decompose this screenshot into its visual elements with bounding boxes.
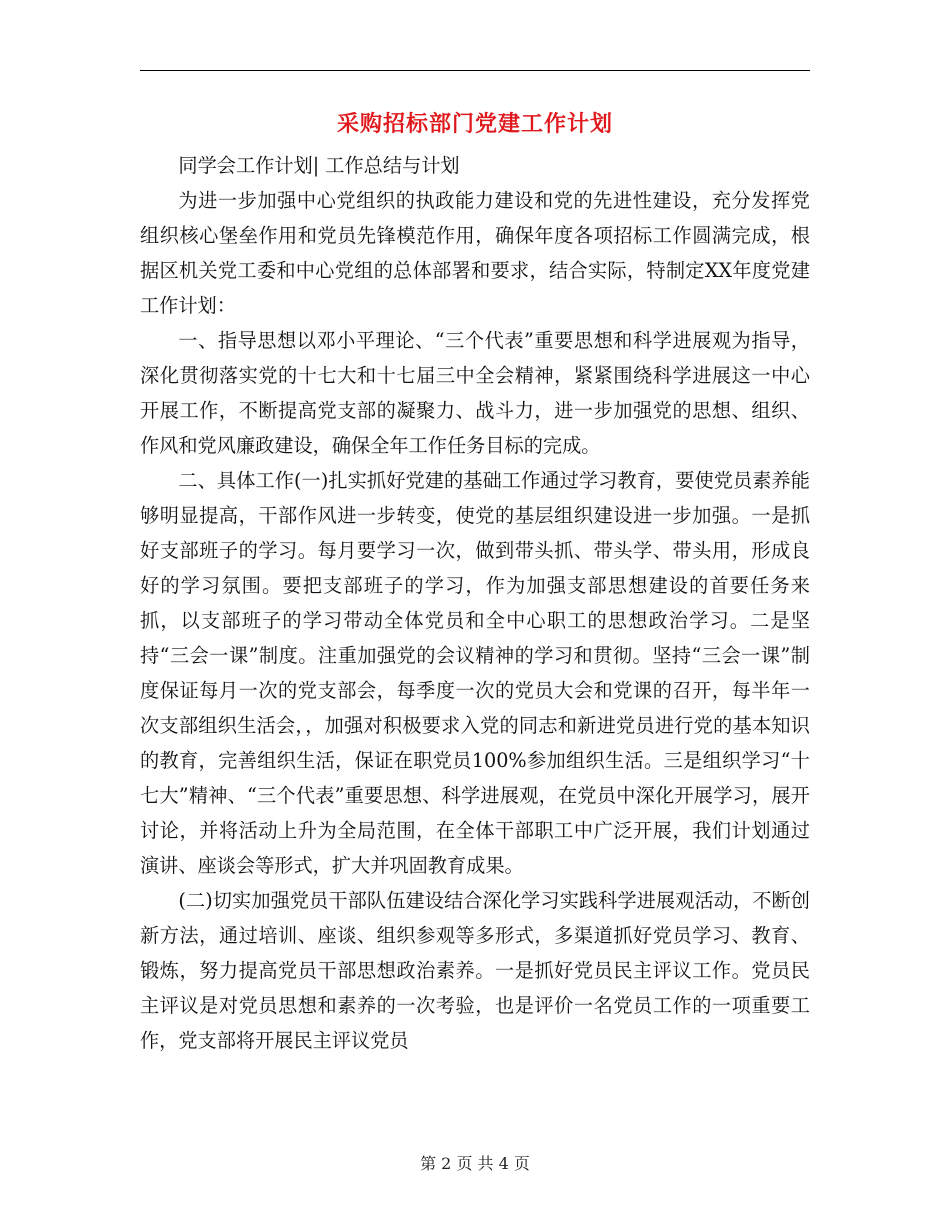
paragraph-intro: 为进一步加强中心党组织的执政能力建设和党的先进性建设，充分发挥党组织核心堡垒作用和党员先锋模范作用，确保年度各项招标工作圆满完成，根据区机关党工委和中心党组的总体部署和要求，结合实际，特制定XX年度党建工作计划：	[140, 189, 810, 317]
document-subtitle: 同学会工作计划| 工作总结与计划	[178, 154, 460, 177]
document-body	[140, 148, 810, 1058]
header-rule	[140, 70, 810, 71]
document-title: 采购招标部门党建工作计划	[336, 111, 613, 137]
paragraph-specific-work: 二、具体工作(一)扎实抓好党建的基础工作通过学习教育，要使党员素养能够明显提高，干部作风进一步转变，使党的基层组织建设进一步加强。一是抓好支部班子的学习。每月要学习一次，做到带头抓、带头学、带头用，形成良好的学习氛围。要把支部班子的学习，作为加强支部思想建设的首要任务来抓，以支部班子的学习带动全体党员和全中心职工的思想政治学习。二是坚持“三会一课”制度。注重加强党的会议精神的学习和贯彻。坚持“三会一课”制度保证每月一次的党支部会，每季度一次的党员大会和党课的召开，每半年一次支部组织生活会，，加强对积极要求入党的同志和新进党员进行党的基本知识的教育，完善组织生活，保证在职党员100%参加组织生活。三是组织学习“十七大”精神、“三个代表”重要思想、科学进展观，在党员中深化开展学习，展开讨论，并将活动上升为全局范围，在全体干部职工中广泛开展，我们计划通过演讲、座谈会等形式，扩大并巩固教育成果。	[140, 469, 810, 877]
paragraph-guiding-ideology: 一、指导思想以邓小平理论、“三个代表”重要思想和科学进展观为指导，深化贯彻落实党的十七大和十七届三中全会精神，紧紧围绕科学进展这一中心开展工作，不断提高党支部的凝聚力、战斗力，进一步加强党的思想、组织、作风和党风廉政建设，确保全年工作任务目标的完成。	[140, 329, 810, 457]
paragraph-team-building: (二)切实加强党员干部队伍建设结合深化学习实践科学进展观活动，不断创新方法，通过培训、座谈、组织参观等多形式，多渠道抓好党员学习、教育、锻炼，努力提高党员干部思想政治素养。一是抓好党员民主评议工作。党员民主评议是对党员思想和素养的一次考验，也是评价一名党员工作的一项重要工作，党支部将开展民主评议党员	[140, 889, 810, 1052]
page-number-footer: 第 2 页 共 4 页	[420, 1154, 530, 1173]
